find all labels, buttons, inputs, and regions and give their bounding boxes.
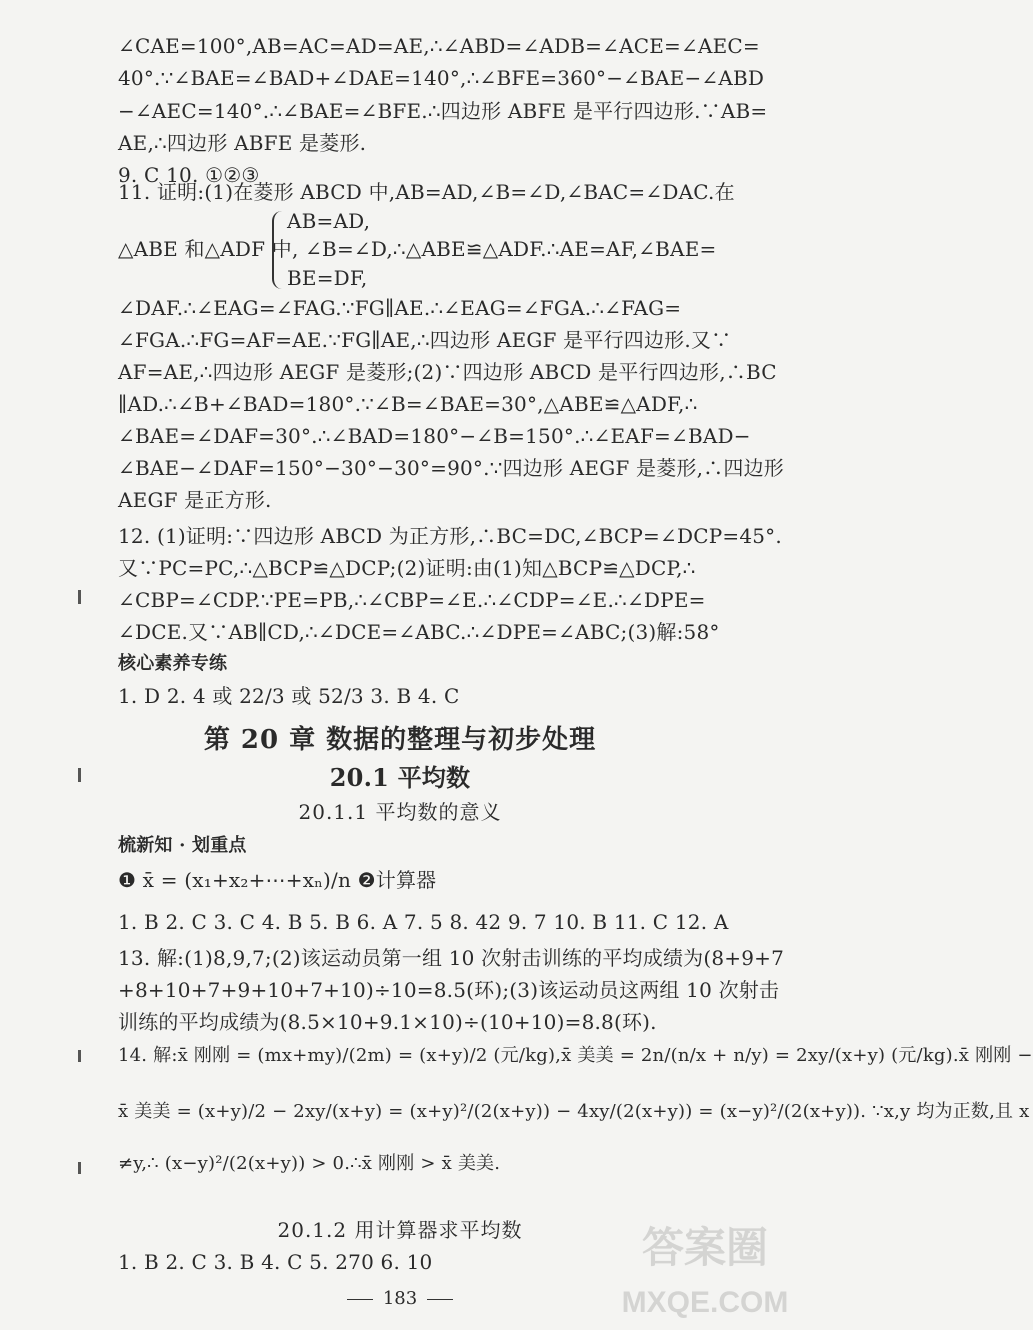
text-line: ∠DAF.∴∠EAG=∠FAG.∵FG∥AE.∴∠EAG=∠FGA.∴∠FAG= <box>118 296 682 320</box>
formula-line: ≠y,∴ (x−y)²/(2(x+y)) > 0.∴x̄ 刚刚 > x̄ 美美. <box>118 1153 501 1174</box>
text-line: ∥AD.∴∠B+∠BAD=180°.∵∠B=∠BAE=30°,△ABE≌△ADF,∴ <box>118 392 698 416</box>
question-12-line: 12. (1)证明:∵四边形 ABCD 为正方形,∴BC=DC,∠BCP=∠DCP=45°. <box>118 524 782 548</box>
text-line: ∠CBP=∠CDP.∵PE=PB,∴∠CBP=∠E.∴∠CDP=∠E.∴∠DPE= <box>118 588 706 612</box>
text-line: −∠AEC=140°.∴∠BAE=∠BFE.∴四边形 ABFE 是平行四边形.∵AB= <box>118 99 768 123</box>
section-label: 核心素养专练 <box>118 653 228 674</box>
page-number: 183 <box>382 1288 418 1309</box>
watermark-logo <box>618 1212 793 1324</box>
margin-mark <box>78 768 81 782</box>
question-11-line: 11. 证明:(1)在菱形 ABCD 中,AB=AD,∠B=∠D,∠BAC=∠DAC.在 <box>118 180 735 204</box>
answer-line: 1. D 2. 4 或 22/3 或 52/3 3. B 4. C <box>118 684 460 708</box>
question-14-line: 14. 解:x̄ 刚刚 = (mx+my)/(2m) = (x+y)/2 (元/kg),x̄ 美美 = 2n/(n/x + n/y) = 2xy/(x+y) (元/kg).x̄ 刚刚 − <box>118 1045 1033 1066</box>
text-line: 又∵PC=PC,∴△BCP≌△DCP;(2)证明:由(1)知△BCP≌△DCP,∴ <box>118 556 696 580</box>
section-label: 梳新知 · 划重点 <box>118 835 247 856</box>
text-line: +8+10+7+9+10+7+10)÷10=8.5(环);(3)该运动员这两组 10 次射击 <box>118 978 780 1002</box>
watermark-top: 答案圈 <box>641 1224 769 1271</box>
text-line: ∠BAE−∠DAF=150°−30°−30°=90°.∵四边形 AEGF 是菱形,∴四边形 <box>118 456 784 480</box>
brace-line: BE=DF, <box>287 266 368 290</box>
brace-line: AB=AD, <box>287 209 371 233</box>
text-line: ∠BAE=∠DAF=30°.∴∠BAD=180°−∠B=150°.∴∠EAF=∠BAD− <box>118 424 751 448</box>
chapter-title: 第 20 章 数据的整理与初步处理 <box>203 725 597 755</box>
subsection-title: 20.1.2 用计算器求平均数 <box>277 1218 523 1242</box>
margin-mark <box>78 1162 81 1174</box>
text-line: 训练的平均成绩为(8.5×10+9.1×10)÷(10+10)=8.8(环). <box>118 1010 657 1034</box>
text-line: AEGF 是正方形. <box>118 488 272 512</box>
text-line: AE,∴四边形 ABFE 是菱形. <box>118 131 367 155</box>
formula-line: ❶ x̄ = (x₁+x₂+⋯+xₙ)/n ❷计算器 <box>118 868 437 892</box>
formula-line: x̄ 美美 = (x+y)/2 − 2xy/(x+y) = (x+y)²/(2(x+y)) − 4xy/(2(x+y)) = (x−y)²/(2(x+y)). ∵x,y 均为正数,且 x <box>118 1101 1030 1122</box>
subsection-title: 20.1.1 平均数的意义 <box>298 800 502 824</box>
text-line: ∠FGA.∴FG=AF=AE.∵FG∥AE,∴四边形 AEGF 是平行四边形.又∵ <box>118 328 732 352</box>
question-13-line: 13. 解:(1)8,9,7;(2)该运动员第一组 10 次射击训练的平均成绩为(8+9+7 <box>118 946 785 970</box>
watermark-bottom: MXQE.COM <box>621 1286 789 1319</box>
text-line: AF=AE,∴四边形 AEGF 是菱形;(2)∵四边形 ABCD 是平行四边形,∴BC <box>118 360 777 384</box>
text-line: ∠CAE=100°,AB=AC=AD=AE,∴∠ABD=∠ADB=∠ACE=∠AEC= <box>118 34 760 58</box>
answer-line: 1. B 2. C 3. C 4. B 5. B 6. A 7. 5 8. 42 9. 7 10. B 11. C 12. A <box>118 910 729 934</box>
answer-line: 9. C 10. ①②③ <box>118 163 260 187</box>
margin-mark <box>78 590 81 604</box>
text-line: 40°.∵∠BAE=∠BAD+∠DAE=140°,∴∠BFE=360°−∠BAE−∠ABD <box>118 66 765 90</box>
footer-dash-right <box>427 1299 453 1300</box>
text-line: ∠DCE.又∵AB∥CD,∴∠DCE=∠ABC.∴∠DPE=∠ABC;(3)解:58° <box>118 620 720 644</box>
answer-line: 1. B 2. C 3. B 4. C 5. 270 6. 10 <box>118 1250 433 1274</box>
margin-mark <box>78 1050 81 1062</box>
section-title: 20.1 平均数 <box>329 763 471 792</box>
footer-dash-left <box>347 1299 373 1300</box>
text-line: △ABE 和△ADF 中, ∠B=∠D,∴△ABE≌△ADF.∴AE=AF,∠BAE= <box>118 237 717 261</box>
